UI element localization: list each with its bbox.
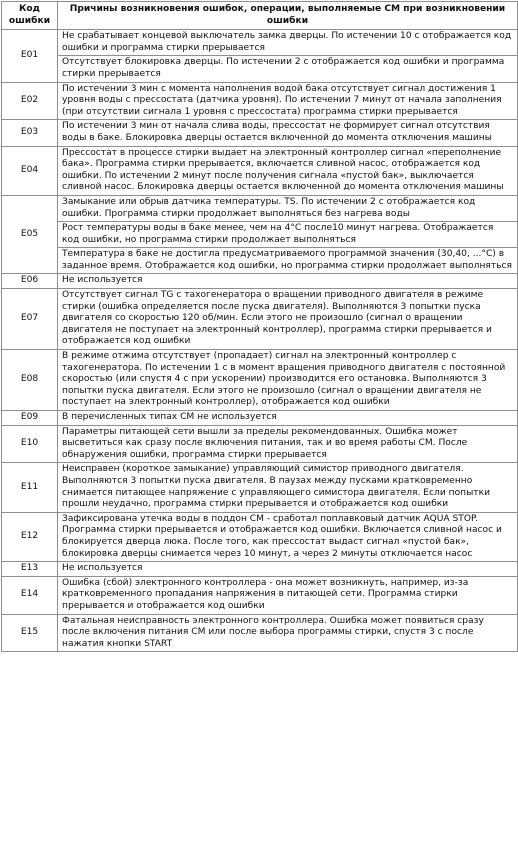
error-description-cell: Температура в баке не достигла предусматриваемого программой значения (30,40, ...°С) в заданное время. Отображается код ошибки, но программа стирки продолжает выполняться bbox=[58, 248, 518, 274]
error-code-cell: E12 bbox=[2, 512, 58, 561]
error-description-cell: Не используется bbox=[58, 274, 518, 289]
table-row bbox=[2, 274, 518, 289]
error-code-cell: E10 bbox=[2, 425, 58, 463]
table-row bbox=[2, 425, 518, 463]
error-code-cell: E05 bbox=[2, 195, 58, 274]
error-description-cell: Фатальная неисправность электронного контроллера. Ошибка может появиться сразу после включения питания СМ или после выбора программы стирки, спустя 3 с после нажатия кнопки START bbox=[58, 614, 518, 652]
table-row bbox=[2, 562, 518, 577]
table-row bbox=[2, 82, 518, 120]
error-code-cell: E11 bbox=[2, 463, 58, 512]
error-code-cell: E02 bbox=[2, 82, 58, 120]
error-description-cell: Рост температуры воды в баке менее, чем на 4°С после10 минут нагрева. Отображается код ошибки, но программа стирки продолжает выполняться bbox=[58, 222, 518, 248]
table-row bbox=[2, 195, 518, 221]
error-description-cell: Отсутствует блокировка дверцы. По истечении 2 с отображается код ошибки и программа стирки прерывается bbox=[58, 56, 518, 82]
table-row bbox=[2, 146, 518, 195]
table-row bbox=[2, 289, 518, 350]
error-code-cell: E07 bbox=[2, 289, 58, 350]
table-row bbox=[2, 120, 518, 146]
error-code-cell: E09 bbox=[2, 411, 58, 426]
error-code-cell: E06 bbox=[2, 274, 58, 289]
error-description-cell: Не срабатывает концевой выключатель замка дверцы. По истечении 10 с отображается код ошибки и программа стирки прерывается bbox=[58, 30, 518, 56]
table-row bbox=[2, 411, 518, 426]
table-body bbox=[2, 30, 518, 652]
error-description-cell: Ошибка (сбой) электронного контроллера - она может возникнуть, например, из-за кратковременного пропадания напряжения в питающей сети. Программа стирки прерывается и отображается код ошибки bbox=[58, 576, 518, 614]
error-description-cell: Параметры питающей сети вышли за пределы рекомендованных. Ошибка может высветиться как сразу после включения питания, так и во время работы СМ. После обнаружения ошибки, программа стирки прерывается bbox=[58, 425, 518, 463]
error-description-cell: В режиме отжима отсутствует (пропадает) сигнал на электронный контроллер с тахогенератора. По истечении 1 с в момент вращения приводного двигателя с постоянной скоростью (или спустя 4 с при ускорении) производится его остановка. Выполняются 3 попытки пуска двигателя. Если этого не произошло (сигнал о вращении двигателя не поступает на электронный контроллер), отображается код ошибки bbox=[58, 350, 518, 411]
error-code-cell: E08 bbox=[2, 350, 58, 411]
error-code-cell: E04 bbox=[2, 146, 58, 195]
table-row bbox=[2, 222, 518, 248]
error-codes-table bbox=[1, 1, 518, 652]
error-description-cell: Отсутствует сигнал TG с тахогенератора о вращении приводного двигателя в режиме стирки (ошибка определяется после пуска двигателя). Выполняются 3 попытки пуска двигателя со скоростью 120 об/мин. Если этого не произошло (сигнал о вращении двигателя не поступает на электронный контроллер), программа стирки прерывается и отображается код ошибки bbox=[58, 289, 518, 350]
table-header-row bbox=[2, 2, 518, 30]
error-description-cell: В перечисленных типах СМ не используется bbox=[58, 411, 518, 426]
table-row bbox=[2, 463, 518, 512]
error-description-cell: Замыкание или обрыв датчика температуры. TS. По истечении 2 с отображается код ошибки. Программа стирки продолжает выполняться без нагрева воды bbox=[58, 195, 518, 221]
error-description-cell: По истечении 3 мин с момента наполнения водой бака отсутствует сигнал достижения 1 уровня воды с прессостата (датчика уровня). По истечении 7 минут от начала заполнения (при отсутствии сигнала 1 уровня с прессостата) программа стирки прерывается bbox=[58, 82, 518, 120]
error-code-cell: E01 bbox=[2, 30, 58, 82]
error-description-cell: По истечении 3 мин от начала слива воды, прессостат не формирует сигнал отсутствия воды в баке. Блокировка дверцы остается включенной до момента отключения машины bbox=[58, 120, 518, 146]
error-codes-table-wrapper bbox=[1, 1, 517, 652]
error-code-cell: E13 bbox=[2, 562, 58, 577]
error-code-cell: E03 bbox=[2, 120, 58, 146]
table-row bbox=[2, 576, 518, 614]
header-code: Код ошибки bbox=[2, 2, 58, 30]
table-row bbox=[2, 350, 518, 411]
header-description: Причины возникновения ошибок, операции, выполняемые СМ при возникновении ошибки bbox=[58, 2, 518, 30]
error-code-cell: E15 bbox=[2, 614, 58, 652]
error-code-cell: E14 bbox=[2, 576, 58, 614]
table-row bbox=[2, 248, 518, 274]
error-description-cell: Не используется bbox=[58, 562, 518, 577]
error-description-cell: Зафиксирована утечка воды в поддон СМ - сработал поплавковый датчик AQUA STOP. Программа стирки прерывается и отображается код ошибки. Включается сливной насос и блокируется дверца люка. После того, как прессостат выдаст сигнал «пустой бак», блокировка дверцы снимается через 10 минут, а через 2 минуты отключается насос bbox=[58, 512, 518, 561]
error-description-cell: Прессостат в процессе стирки выдает на электронный контроллер сигнал «переполнение бака». Программа стирки прерывается, включается сливной насос, отображается код ошибки. По истечении 2 минут после получения сигнала «пустой бак», выключается сливной насос. Блокировка дверцы остается включенной до момента отключения машины bbox=[58, 146, 518, 195]
error-description-cell: Неисправен (короткое замыкание) управляющий симистор приводного двигателя. Выполняются 3 попытки пуска двигателя. В паузах между пусками кратковременно снимается питающее напряжение с управляющего симистора двигателя. Если попытки прошли неудачно, программа стирки прерывается и отображается код ошибки bbox=[58, 463, 518, 512]
table-row bbox=[2, 56, 518, 82]
table-row bbox=[2, 614, 518, 652]
table-row bbox=[2, 512, 518, 561]
table-row bbox=[2, 30, 518, 56]
